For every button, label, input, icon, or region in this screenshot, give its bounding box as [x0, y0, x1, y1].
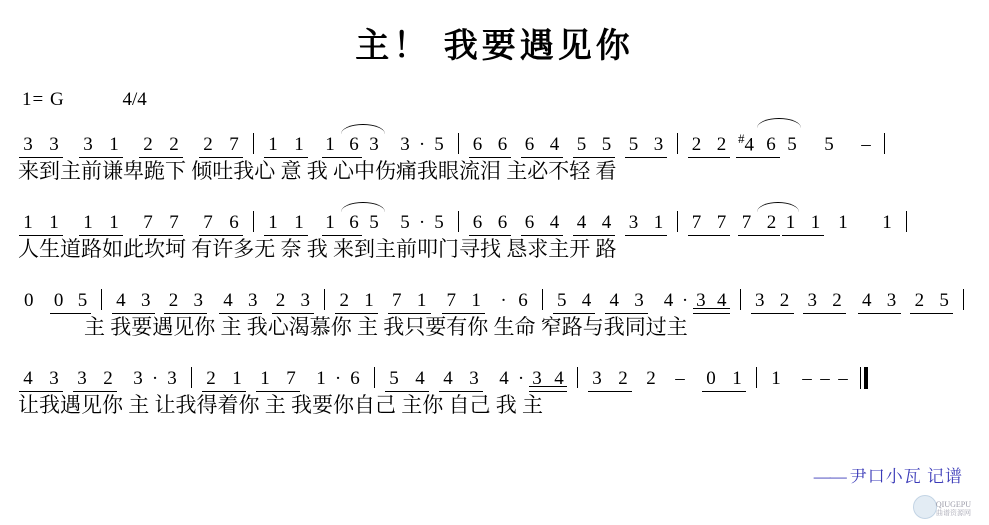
system-3 [0, 281, 989, 343]
watermark-line2: 曲谱资源网 [936, 509, 971, 517]
system-4 [0, 359, 989, 421]
key-signature-label: 1= G [22, 89, 65, 110]
watermark-logo-icon [913, 495, 937, 519]
system-1-notes: 3 3 3 1 2 2 2 7 1 1 1 6 3 3 · 5 6 6 6 4 5 5 5 3 2 2 #4 6 5 5 – [18, 125, 973, 155]
system-2-notes: 1 1 1 1 7 7 7 6 1 1 1 6 5 5 · 5 6 6 6 4 4 4 3 1 7 7 7 2 1 1 1 1 [18, 203, 973, 233]
credit-dash: —— [813, 467, 846, 486]
system-4-notes: 4 3 3 2 3 · 3 2 1 1 7 1 · 6 5 4 4 3 4 · 3 4 3 2 2 – 0 1 1 – – – [18, 359, 973, 389]
arranger-credit [814, 462, 963, 487]
watermark-line1: QIUGEPU [935, 500, 971, 509]
lyric-text: 人生道路如此坎坷 有许多无 奈 我 来到主前叩门寻找 恳求主开 路 [18, 237, 617, 261]
system-3-lyrics [18, 311, 973, 343]
site-watermark [909, 495, 981, 521]
lyric-text: 来到主前谦卑跪下 倾吐我心 意 我 心中伤痛我眼流泪 主必不轻 看 [18, 159, 617, 183]
time-signature-label: 4/4 [122, 89, 147, 110]
system-2 [0, 203, 989, 265]
lyric-text: 让我遇见你 主 让我得着你 主 我要你自己 主你 自己 我 主 [18, 393, 543, 417]
system-1-lyrics [18, 155, 973, 187]
system-4-lyrics [18, 389, 973, 421]
music-systems [0, 125, 989, 421]
system-2-lyrics [18, 233, 973, 265]
system-1 [0, 125, 989, 187]
credit-text: 尹口小瓦 记谱 [849, 467, 963, 486]
final-barline [860, 367, 871, 389]
score-meta [0, 89, 989, 111]
page-title: 主！ 我要遇见你 [355, 28, 634, 65]
lyric-text: 主 我要遇见你 主 我心渴慕你 主 我只要有你 生命 窄路与我同过主 [84, 315, 688, 339]
system-3-notes: 0 0 5 4 3 2 3 4 3 2 3 2 1 7 1 7 1 · 6 5 4 4 3 4 · 3 4 3 2 3 2 4 3 2 5 [18, 281, 973, 311]
